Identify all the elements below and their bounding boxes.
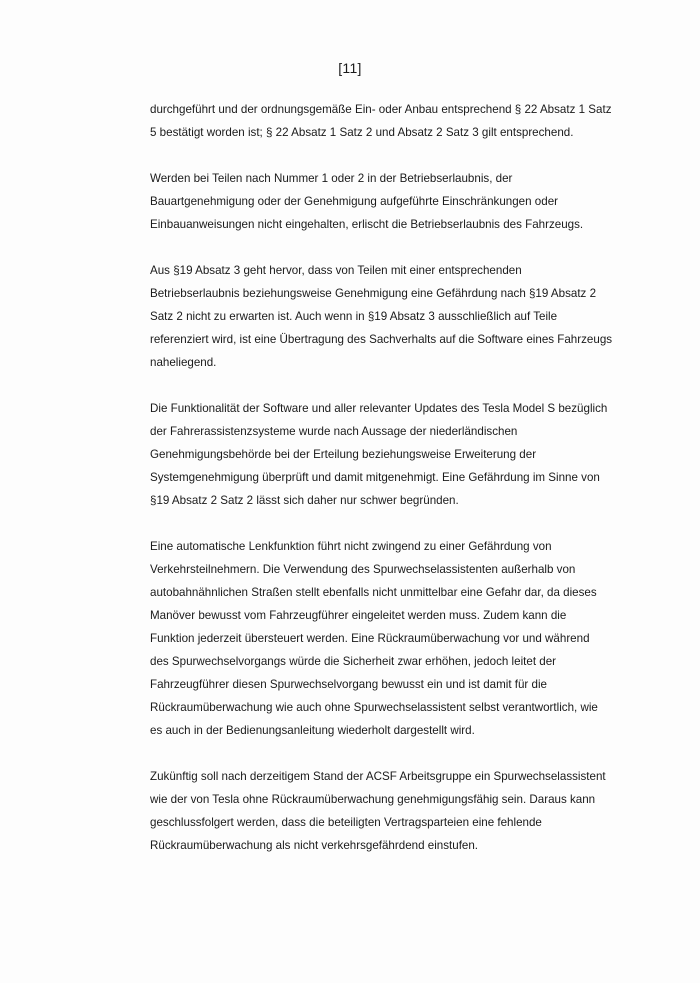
text-line: autobahnähnlichen Straßen stellt ebenfalls nicht unmittelbar eine Gefahr dar, da dieses — [150, 586, 597, 599]
paragraph-2 — [150, 167, 620, 236]
text-line: naheliegend. — [150, 356, 217, 369]
text-line: Rückraumüberwachung wie auch ohne Spurwechselassistent selbst verantwortlich, wie — [150, 701, 598, 714]
text-line: Genehmigungsbehörde bei der Erteilung beziehungsweise Erweiterung der — [150, 448, 537, 461]
text-line: Werden bei Teilen nach Nummer 1 oder 2 in der Betriebserlaubnis, der — [150, 172, 513, 185]
paragraph-6 — [150, 765, 620, 857]
text-line: Einbauanweisungen nicht eingehalten, erlischt die Betriebserlaubnis des Fahrzeugs. — [150, 218, 584, 231]
text-line: Rückraumüberwachung als nicht verkehrsgefährdend einstufen. — [150, 839, 479, 852]
text-line: Zukünftig soll nach derzeitigem Stand der ACSF Arbeitsgruppe ein Spurwechselassistent — [150, 770, 606, 783]
paragraph-4 — [150, 397, 620, 512]
text-line: es auch in der Bedienungsanleitung wiederholt dargestellt wird. — [150, 724, 475, 737]
text-line: Satz 2 nicht zu erwarten ist. Auch wenn in §19 Absatz 3 ausschließlich auf Teile — [150, 310, 558, 323]
text-line: wie der von Tesla ohne Rückraumüberwachung genehmigungsfähig sein. Daraus kann — [150, 793, 596, 806]
text-line: 5 bestätigt worden ist; § 22 Absatz 1 Satz 2 und Absatz 2 Satz 3 gilt entsprechend. — [150, 126, 574, 139]
text-line: durchgeführt und der ordnungsgemäße Ein- oder Anbau entsprechend § 22 Absatz 1 Satz — [150, 103, 612, 116]
text-line: Aus §19 Absatz 3 geht hervor, dass von Teilen mit einer entsprechenden — [150, 264, 522, 277]
text-line: §19 Absatz 2 Satz 2 lässt sich daher nur schwer begründen. — [150, 494, 459, 507]
text-line: Die Funktionalität der Software und aller relevanter Updates des Tesla Model S bezüglich — [150, 402, 608, 415]
paragraph-5 — [150, 535, 620, 742]
text-line: Funktion jederzeit übersteuert werden. Eine Rückraumüberwachung vor und während — [150, 632, 590, 645]
text-line: Eine automatische Lenkfunktion führt nicht zwingend zu einer Gefährdung von — [150, 540, 552, 553]
text-line: des Spurwechselvorgangs würde die Sicherheit zwar erhöhen, jedoch leitet der — [150, 655, 557, 668]
text-line: der Fahrerassistenzsysteme wurde nach Aussage der niederländischen — [150, 425, 518, 438]
text-line: Manöver bewusst vom Fahrzeugführer eingeleitet werden muss. Zudem kann die — [150, 609, 567, 622]
paragraph-1 — [150, 98, 620, 144]
text-line: Betriebserlaubnis beziehungsweise Genehmigung eine Gefährdung nach §19 Absatz 2 — [150, 287, 597, 300]
text-line: referenziert wird, ist eine Übertragung des Sachverhalts auf die Software eines Fahrzeugs — [150, 333, 613, 346]
text-line: Bauartgenehmigung oder der Genehmigung aufgeführte Einschränkungen oder — [150, 195, 559, 208]
text-line: Fahrzeugführer diesen Spurwechselvorgang bewusst ein und ist damit für die — [150, 678, 547, 691]
body-text — [150, 98, 620, 880]
text-line: Systemgenehmigung überprüft und damit mitgenehmigt. Eine Gefährdung im Sinne von — [150, 471, 600, 484]
paragraph-3 — [150, 259, 620, 374]
text-line: Verkehrsteilnehmern. Die Verwendung des Spurwechselassistenten außerhalb von — [150, 563, 576, 576]
text-line: geschlussfolgert werden, dass die beteiligten Vertragsparteien eine fehlende — [150, 816, 542, 829]
page-number: [11] — [338, 60, 362, 76]
